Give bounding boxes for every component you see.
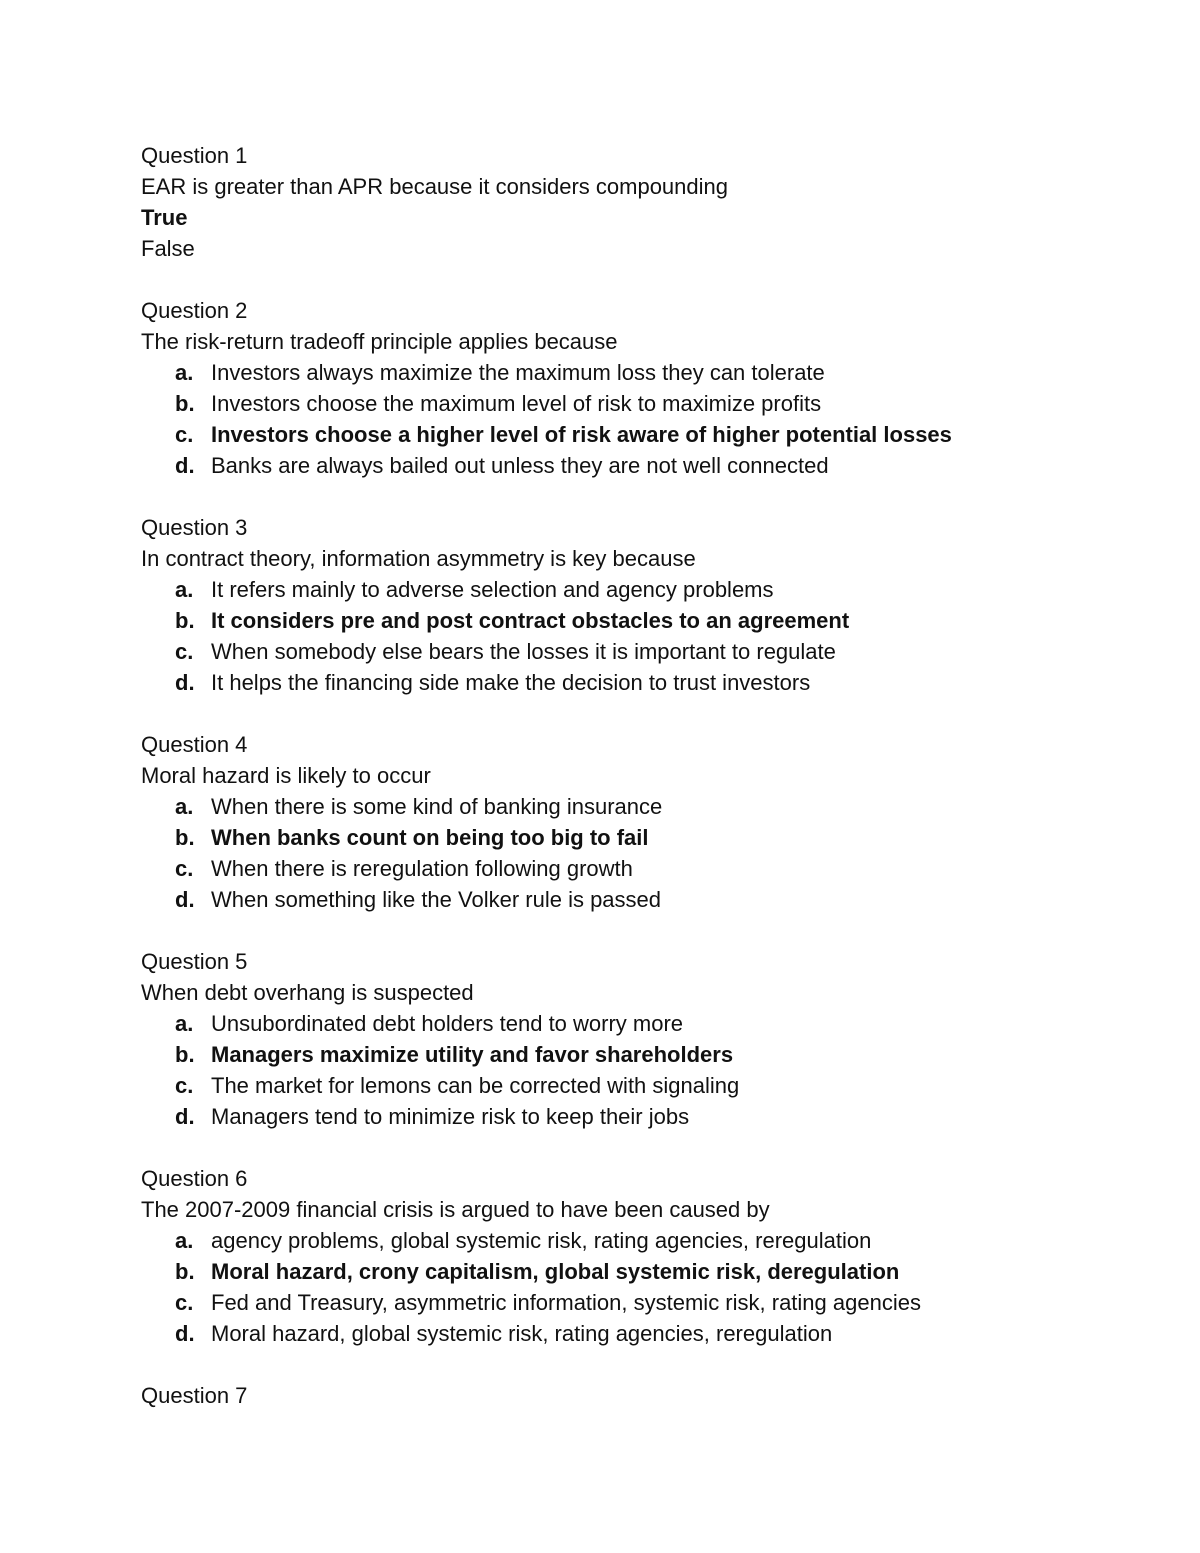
question-prompt: The risk-return tradeoff principle applies because [141, 329, 618, 354]
option-letter: a. [175, 577, 194, 602]
option-text: Fed and Treasury, asymmetric information, systemic risk, rating agencies [211, 1290, 921, 1315]
answer-option-b-correct [175, 822, 1141, 853]
option-text: It helps the financing side make the decision to trust investors [211, 670, 811, 695]
answer-options [141, 1008, 1141, 1132]
option-letter: a. [175, 1228, 194, 1253]
answer-option-a [175, 791, 1141, 822]
option-letter: c. [175, 1073, 194, 1098]
answer-option-a [175, 574, 1141, 605]
option-text: When something like the Volker rule is passed [211, 887, 662, 912]
question-4 [141, 729, 1141, 915]
answer-options [141, 791, 1141, 915]
answer-option-false: False [141, 236, 195, 261]
option-text: When somebody else bears the losses it is important to regulate [211, 639, 836, 664]
option-text: Banks are always bailed out unless they are not well connected [211, 453, 829, 478]
option-text: Investors choose the maximum level of risk to maximize profits [211, 391, 822, 416]
answer-option-a [175, 1008, 1141, 1039]
answer-option-c-correct [175, 419, 1141, 450]
answer-option-d [175, 884, 1141, 915]
option-letter: b. [175, 608, 195, 633]
answer-option-a [175, 357, 1141, 388]
option-text: agency problems, global systemic risk, rating agencies, reregulation [211, 1228, 872, 1253]
answer-option-b [175, 388, 1141, 419]
answer-options [141, 357, 1141, 481]
question-title: Question 3 [141, 515, 248, 540]
question-7 [141, 1380, 1141, 1411]
question-prompt: EAR is greater than APR because it considers compounding [141, 174, 728, 199]
question-3 [141, 512, 1141, 698]
answer-option-d [175, 1101, 1141, 1132]
option-letter: c. [175, 422, 194, 447]
option-letter: a. [175, 794, 194, 819]
option-text: Managers tend to minimize risk to keep their jobs [211, 1104, 690, 1129]
question-2 [141, 295, 1141, 481]
option-letter: d. [175, 887, 195, 912]
answer-option-c [175, 1287, 1141, 1318]
option-text: The market for lemons can be corrected with signaling [211, 1073, 740, 1098]
option-letter: b. [175, 1042, 195, 1067]
option-text: Managers maximize utility and favor shareholders [211, 1042, 734, 1067]
question-title: Question 2 [141, 298, 248, 323]
option-letter: a. [175, 1011, 194, 1036]
answer-option-d [175, 1318, 1141, 1349]
option-text: When there is some kind of banking insurance [211, 794, 663, 819]
question-prompt: Moral hazard is likely to occur [141, 763, 431, 788]
option-text: Moral hazard, crony capitalism, global systemic risk, deregulation [211, 1259, 900, 1284]
answer-options [141, 1225, 1141, 1349]
answer-option-b-correct [175, 605, 1141, 636]
option-text: Investors choose a higher level of risk aware of higher potential losses [211, 422, 952, 447]
option-letter: c. [175, 639, 194, 664]
answer-option-true: True [141, 205, 188, 230]
option-letter: b. [175, 825, 195, 850]
question-5 [141, 946, 1141, 1132]
option-letter: c. [175, 1290, 194, 1315]
answer-option-b-correct [175, 1256, 1141, 1287]
question-title: Question 4 [141, 732, 248, 757]
answer-options [141, 574, 1141, 698]
question-title: Question 7 [141, 1383, 248, 1408]
question-title: Question 1 [141, 143, 248, 168]
document-page [141, 140, 1141, 1442]
question-title: Question 5 [141, 949, 248, 974]
answer-option-b-correct [175, 1039, 1141, 1070]
answer-option-d [175, 667, 1141, 698]
option-letter: c. [175, 856, 194, 881]
answer-option-c [175, 853, 1141, 884]
option-letter: d. [175, 1104, 195, 1129]
question-prompt: The 2007-2009 financial crisis is argued to have been caused by [141, 1197, 770, 1222]
answer-option-c [175, 1070, 1141, 1101]
question-1 [141, 140, 1141, 264]
answer-option-a [175, 1225, 1141, 1256]
option-letter: d. [175, 1321, 195, 1346]
option-text: It considers pre and post contract obstacles to an agreement [211, 608, 850, 633]
option-letter: d. [175, 670, 195, 695]
question-prompt: When debt overhang is suspected [141, 980, 474, 1005]
option-letter: b. [175, 1259, 195, 1284]
option-text: It refers mainly to adverse selection and agency problems [211, 577, 774, 602]
option-text: Investors always maximize the maximum loss they can tolerate [211, 360, 825, 385]
question-6 [141, 1163, 1141, 1349]
option-letter: d. [175, 453, 195, 478]
option-text: Moral hazard, global systemic risk, rating agencies, reregulation [211, 1321, 833, 1346]
answer-option-d [175, 450, 1141, 481]
option-text: When banks count on being too big to fail [211, 825, 649, 850]
option-letter: b. [175, 391, 195, 416]
option-letter: a. [175, 360, 194, 385]
answer-option-c [175, 636, 1141, 667]
option-text: When there is reregulation following growth [211, 856, 633, 881]
question-prompt: In contract theory, information asymmetry is key because [141, 546, 696, 571]
question-title: Question 6 [141, 1166, 248, 1191]
option-text: Unsubordinated debt holders tend to worry more [211, 1011, 684, 1036]
